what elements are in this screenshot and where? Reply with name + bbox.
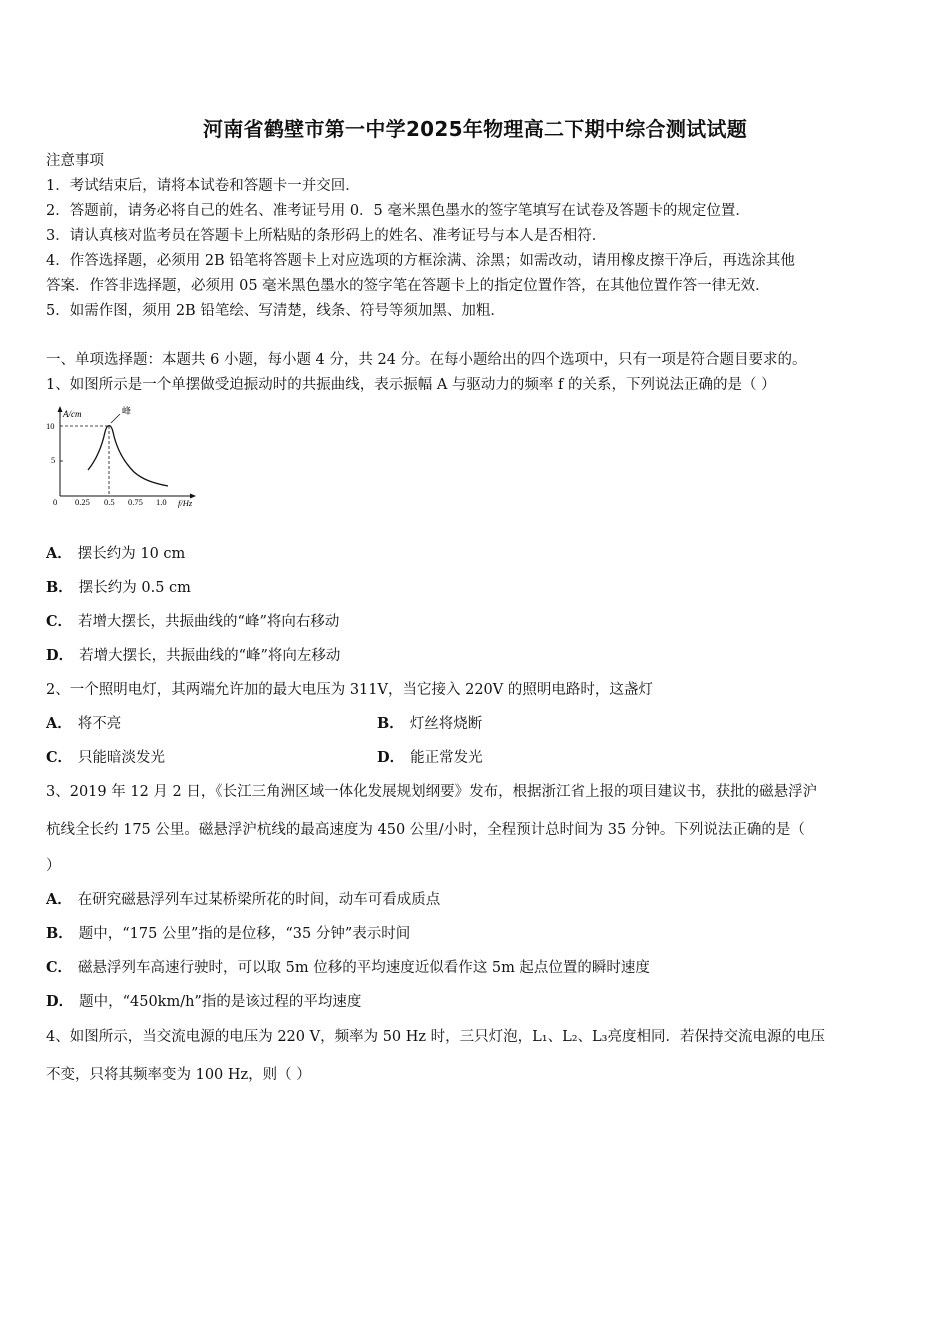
notice-item: 1．考试结束后，请将本试卷和答题卡一并交回． bbox=[46, 178, 360, 194]
question-3-option-c[interactable] bbox=[46, 958, 650, 978]
y-tick-label: 5 bbox=[51, 455, 56, 465]
question-3-option-d[interactable] bbox=[46, 992, 361, 1012]
x-axis-label: f/Hz bbox=[178, 498, 193, 508]
question-2-option-b[interactable] bbox=[377, 714, 482, 734]
option-text: 能正常发光 bbox=[410, 750, 483, 766]
option-text: 摆长约为 10 cm bbox=[77, 546, 186, 562]
notice-item: 2．答题前，请务必将自己的姓名、准考证号用 0．5 毫米黑色墨水的签字笔填写在试卷及答题卡的规定位置． bbox=[46, 203, 750, 219]
question-1-option-c[interactable] bbox=[46, 612, 339, 632]
option-text: 题中，“175 公里”指的是位移，“35 分钟”表示时间 bbox=[78, 926, 411, 942]
question-3-option-a[interactable] bbox=[46, 890, 440, 910]
notice-item: 4．作答选择题，必须用 2B 铅笔将答题卡上对应选项的方框涂满、涂黑；如需改动，请用橡皮擦干净后，再选涂其他 bbox=[46, 253, 795, 269]
section-heading: 一、单项选择题：本题共 6 小题，每小题 4 分，共 24 分。在每小题给出的四个选项中，只有一项是符合题目要求的。 bbox=[46, 352, 807, 368]
peak-pointer bbox=[111, 414, 120, 423]
option-text: 若增大摆长，共振曲线的“峰”将向右移动 bbox=[78, 614, 340, 630]
option-key: A． bbox=[46, 715, 72, 732]
question-3-stem-line: 3、2019 年 12 月 2 日，《长江三角洲区域一体化发展规划纲要》发布，根据浙江省上报的项目建议书，获批的磁悬浮沪 bbox=[46, 784, 818, 800]
option-text: 磁悬浮列车高速行驶时，可以取 5m 位移的平均速度近似看作这 5m 起点位置的瞬时速度 bbox=[78, 960, 650, 976]
question-4-stem-line: 不变，只将其频率变为 100 Hz，则（ ） bbox=[46, 1067, 311, 1083]
question-3-stem-line: ） bbox=[46, 858, 61, 874]
x-tick-label: 0.25 bbox=[75, 497, 90, 507]
x-tick-label: 0.75 bbox=[128, 497, 143, 507]
option-key: C． bbox=[46, 749, 73, 766]
x-tick-label: 1.0 bbox=[156, 497, 167, 507]
option-text: 在研究磁悬浮列车过某桥梁所花的时间，动车可看成质点 bbox=[77, 892, 441, 908]
question-1-option-d[interactable] bbox=[46, 646, 340, 666]
option-key: D． bbox=[377, 749, 405, 766]
option-text: 题中，“450km/h”指的是该过程的平均速度 bbox=[79, 994, 362, 1010]
resonance-curve-figure bbox=[44, 402, 204, 510]
page-title: 河南省鹤壁市第一中学2025年物理高二下期中综合测试试题 bbox=[202, 117, 748, 141]
option-key: B． bbox=[46, 925, 73, 942]
question-4-stem-line: 4、如图所示，当交流电源的电压为 220 V，频率为 50 Hz 时，三只灯泡，L₁、L₂、L₃亮度相同．若保持交流电源的电压 bbox=[46, 1029, 825, 1045]
option-text: 将不亮 bbox=[77, 716, 122, 732]
question-1-option-b[interactable] bbox=[46, 578, 191, 598]
question-3-option-b[interactable] bbox=[46, 924, 410, 944]
option-key: D． bbox=[46, 647, 74, 664]
option-text: 只能暗淡发光 bbox=[78, 750, 166, 766]
question-2-option-c[interactable] bbox=[46, 748, 165, 768]
notice-item: 5．如需作图，须用 2B 铅笔绘、写清楚，线条、符号等须加黑、加粗． bbox=[46, 303, 505, 319]
option-text: 若增大摆长，共振曲线的“峰”将向左移动 bbox=[79, 648, 341, 664]
question-3-stem-line: 杭线全长约 175 公里。磁悬浮沪杭线的最高速度为 450 公里/小时，全程预计总时间为 35 分钟。下列说法正确的是（ bbox=[46, 822, 805, 838]
x-tick-label: 0.5 bbox=[104, 497, 115, 507]
option-key: A． bbox=[46, 891, 72, 908]
option-key: D． bbox=[46, 993, 74, 1010]
y-axis-arrow bbox=[58, 406, 63, 412]
y-axis-label: A/cm bbox=[63, 409, 82, 419]
question-2-option-a[interactable] bbox=[46, 714, 121, 734]
option-text: 摆长约为 0.5 cm bbox=[78, 580, 191, 596]
option-key: C． bbox=[46, 613, 73, 630]
option-key: B． bbox=[377, 715, 404, 732]
question-2-stem: 2、一个照明电灯，其两端允许加的最大电压为 311V，当它接入 220V 的照明电路时，这盏灯 bbox=[46, 682, 653, 698]
option-text: 灯丝将烧断 bbox=[409, 716, 483, 732]
peak-label: 峰 bbox=[122, 406, 132, 416]
notice-heading: 注意事项 bbox=[46, 153, 104, 169]
option-key: C． bbox=[46, 959, 73, 976]
notice-item: 答案．作答非选择题，必须用 05 毫米黑色墨水的签字笔在答题卡上的指定位置作答，在其他位置作答一律无效． bbox=[46, 278, 770, 294]
option-key: B． bbox=[46, 579, 73, 596]
y-tick-label: 10 bbox=[46, 421, 55, 431]
question-1-stem: 1、如图所示是一个单摆做受迫振动时的共振曲线，表示振幅 A 与驱动力的频率 f 的关系，下列说法正确的是（ ） bbox=[46, 377, 776, 393]
option-key: A． bbox=[46, 545, 72, 562]
x-tick-label: 0 bbox=[53, 497, 58, 507]
question-2-option-d[interactable] bbox=[377, 748, 483, 768]
notice-item: 3．请认真核对监考员在答题卡上所粘贴的条形码上的姓名、准考证号与本人是否相符． bbox=[46, 228, 607, 244]
resonance-curve bbox=[88, 426, 168, 486]
question-1-option-a[interactable] bbox=[46, 544, 185, 564]
